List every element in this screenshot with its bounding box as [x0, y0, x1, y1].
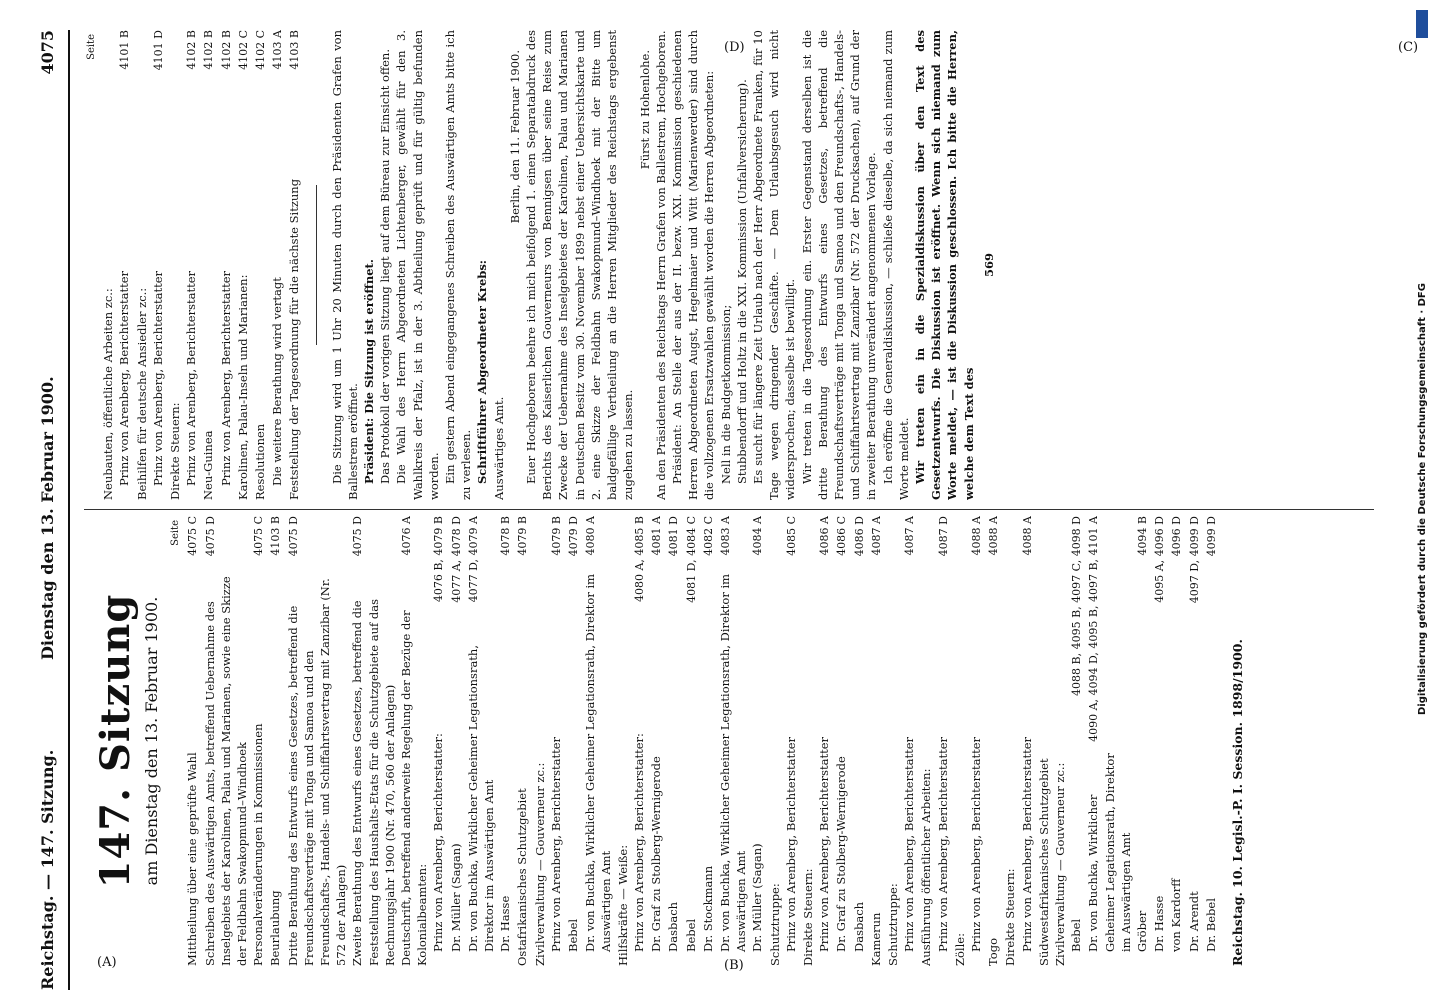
- toc-entry: [398, 516, 430, 966]
- toc-entry-text: Schutztruppe:: [885, 883, 900, 966]
- toc-entry-page-ref: 4081 A: [650, 516, 664, 556]
- session-title: 147. Sitzung: [92, 593, 139, 889]
- toc-entry-text: Bebel: [683, 918, 698, 952]
- header-center: Dienstag den 13. Februar 1900.: [38, 376, 57, 660]
- toc-entry: [1085, 516, 1134, 966]
- toc-entry: [816, 516, 833, 966]
- toc-entry-text: Ausführung öffentlicher Arbeiten:: [919, 768, 934, 966]
- toc-entry: [1151, 516, 1168, 966]
- separator-rule: [316, 185, 317, 345]
- toc-entry-text: Prinz von Arenberg, Berichterstatter: [548, 737, 563, 952]
- toc-entry: [700, 516, 717, 966]
- toc-entry-page-ref: 4082 C: [701, 516, 715, 556]
- paragraph-schreiben: Ein gestern Abend eingegangenes Schreiben des Auswärtigen Amts bitte ich zu verlesen.: [443, 30, 474, 500]
- toc-entry: [250, 516, 267, 966]
- toc-entry: [349, 516, 398, 966]
- toc-entry: [285, 516, 350, 966]
- margin-letter-c: (C): [1398, 40, 1419, 55]
- toc-entry-page-ref: 4094 B: [1135, 516, 1149, 556]
- toc-entry-page-ref: 4080 A, 4085 B: [632, 516, 646, 603]
- toc-entry-text: Schreiben des Auswärtigen Amts, betreffend Uebernahme des Inselgebiets der Karolinen, Palau und Marianen, sowie eine Skizze der Feldbahn Swakopmund–Windhoek: [202, 576, 250, 966]
- toc-entry: [1203, 516, 1220, 966]
- toc-entry-text: Karolinen, Palau-Inseln und Marianen:: [235, 274, 250, 500]
- toc-entry-page-ref: 4088 A: [969, 516, 983, 556]
- toc-entry: [514, 516, 531, 966]
- session-subtitle: am Dienstag den 13. Februar 1900.: [142, 596, 161, 886]
- toc-entry-page-ref: 4079 B: [516, 516, 530, 556]
- page-header: [32, 30, 70, 990]
- toc-entry-text: Prinz von Arenberg, Berichterstatter: [968, 737, 983, 952]
- toc-entry-text: Dr. von Buchka, Wirklicher Geheimer Legationsrath, Direktor im Auswärtigen Amt: [1086, 753, 1133, 952]
- paragraph-schriftfuehrer: Schriftführer Abgeordneter Krebs:: [475, 259, 490, 484]
- toc-entry-text: Die weitere Berathung wird vertagt: [270, 277, 285, 486]
- toc-entry: [116, 30, 133, 500]
- toc-entry-page-ref: 4080 A: [584, 516, 598, 556]
- toc-entry: [749, 516, 766, 966]
- toc-entry: [717, 516, 749, 966]
- toc-entry: [184, 516, 201, 966]
- toc-entry-text: Dr. Müller (Sagan): [448, 843, 463, 952]
- toc-entry: [1068, 516, 1085, 966]
- toc-entry-text: Dasbach: [851, 901, 866, 952]
- toc-entry-text: Prinz von Arenberg, Berichterstatter:: [631, 733, 646, 952]
- toc-entry: [269, 30, 286, 500]
- toc-entry-page-ref: 4075 D: [203, 516, 217, 557]
- toc-entry-text: Prinz von Arenberg, Berichterstatter: [184, 271, 199, 486]
- toc-entry-text: Zweite Berathung des Entwurfs eines Gesetzes, betreffend die Feststellung des Haushalts-Etats für die Schutzgebiete auf das Rechnungsjahr 1900 (Nr. 470, 560 der Anlagen): [350, 598, 397, 966]
- toc-entry: [267, 516, 284, 966]
- toc-right: [100, 30, 303, 500]
- paragraph-signature: Fürst zu Hohenlohe.: [637, 50, 652, 170]
- toc-entry-text: Zivilverwaltung — Gouverneur zc.:: [532, 762, 547, 966]
- toc-entry-text: Gröber: [1134, 910, 1149, 952]
- toc-entry-text: Kamerun: [868, 912, 883, 966]
- toc-entry-text: Direkte Steuern:: [800, 868, 815, 966]
- toc-entry-page-ref: 4079 D: [567, 516, 581, 557]
- toc-entry-page-ref: 4088 A: [1020, 516, 1034, 556]
- signature-number: 569: [981, 253, 996, 278]
- toc-entry: [532, 516, 548, 966]
- toc-entry-page-ref: 4075 C: [186, 516, 200, 556]
- toc-entry-text: Dritte Berathung des Entwurfs eines Gesetzes, betreffend die Freundschaftsverträge mit Tonga und Samoa und den Freundschafts-, Handels- und Schiffahrtsvertrag mit Zanzibar (Nr. 572 der Anlagen): [285, 578, 349, 966]
- toc-entry: [1019, 516, 1036, 966]
- toc-entry-page-ref: 4086 D: [852, 516, 866, 557]
- paragraph-urlaub: Es sucht für längere Zeit Urlaub nach der Herr Abgeordnete Franken, für 10 Tage wegen dringender Geschäfte. — Dem Urlaubsgesuch wird nicht widersprochen; dasselbe ist bewilligt.: [750, 30, 798, 500]
- toc-entry-page-ref: 4084 A: [751, 516, 765, 556]
- toc-entry-text: Dr. Graf zu Stolberg-Wernigerode: [834, 756, 849, 952]
- toc-entry: [665, 516, 682, 966]
- toc-entry: [100, 30, 116, 500]
- toc-entry-text: Schutztruppe:: [767, 883, 782, 966]
- toc-entry: [1134, 516, 1151, 966]
- paragraph-tagesordnung: Wir treten in die Tagesordnung ein. Erster Gegenstand derselben ist die dritte Berathung des Entwurfs eines Gesetzes, betreffend die Freundschaftsverträge mit Tonga und Samoa und den Freundschafts-, Handels- und Schiffahrtsvertrag mit Zanzibar (Nr. 572 der Drucksachen), auf Grund der in zweiter Berathung unverändert angenommenen Vorlage.: [799, 30, 879, 500]
- toc-entry: [935, 516, 952, 966]
- paragraph-xxi: Stubbendorff und Holtz in die XXI. Kommission (Unfallversicherung).: [734, 79, 749, 484]
- toc-entry-page-ref: 4087 D: [936, 516, 950, 557]
- left-column: [84, 516, 1384, 966]
- paragraph-protocol: Das Protokoll der vorigen Sitzung liegt auf dem Büreau zur Einsicht offen.: [378, 49, 393, 484]
- toc-entry-page-ref: 4087 A: [869, 516, 883, 556]
- toc-entry-text: Dr. Hasse: [1152, 895, 1167, 952]
- toc-entry-text: Direkte Steuern:: [1003, 868, 1018, 966]
- toc-entry-page-ref: 4083 A: [718, 516, 732, 556]
- paragraph-place-date: Berlin, den 11. Februar 1900.: [507, 50, 522, 224]
- toc-entry: [465, 516, 497, 966]
- toc-entry-text: Personalveränderungen in Kommissionen: [251, 723, 266, 966]
- header-left: Reichstag. — 147. Sitzung.: [38, 749, 57, 990]
- toc-entry: [252, 30, 269, 500]
- toc-entry-text: Prinz von Arenberg, Berichterstatter: [783, 737, 798, 952]
- toc-entry-text: Togo: [986, 938, 1001, 966]
- toc-entry: [968, 516, 985, 966]
- toc-entry-page-ref: 4088 A: [987, 516, 1001, 556]
- paragraph-amt: Auswärtiges Amt.: [491, 396, 506, 500]
- toc-entry-text: Neubauten, öffentliche Arbeiten zc.:: [101, 288, 116, 500]
- toc-entry-page-ref: 4081 D, 4084 C: [684, 516, 698, 603]
- toc-entry: [833, 516, 850, 966]
- toc-entry-text: Beihilfen für deutsche Ansiedler zc.:: [134, 287, 149, 500]
- toc-entry: [1186, 516, 1203, 966]
- right-column: [84, 30, 1384, 500]
- toc-entry: [1168, 516, 1185, 966]
- toc-entry-page-ref: 4086 A: [818, 516, 832, 556]
- toc-entry: [497, 516, 514, 966]
- toc-left: [184, 516, 1220, 966]
- header-page-number: 4075: [38, 30, 57, 75]
- toc-entry-text: Prinz von Arenberg, Berichterstatter: [218, 271, 233, 486]
- paragraph-wahl: Die Wahl des Herrn Abgeordneten Lichtenberger, gewählt für den 3. Wahlkreis der Pfalz, ist in der 3. Abtheilung geprüft und für gültig befunden worden.: [394, 30, 441, 500]
- footer-note: Reichstag. 10. Legisl.-P. I. Session. 1898/1900.: [1230, 639, 1245, 966]
- toc-entry: [1036, 516, 1052, 966]
- toc-entry-page-ref: 4088 B, 4095 B, 4097 C, 4098 D: [1070, 516, 1084, 696]
- toc-entry-text: Zölle:: [952, 933, 967, 966]
- seite-label: Seite: [170, 520, 182, 546]
- toc-entry-text: Dr. Müller (Sagan): [750, 843, 765, 952]
- toc-entry-text: Prinz von Arenberg, Berichterstatter: [902, 737, 917, 952]
- toc-entry-page-ref: 4102 C: [254, 30, 268, 70]
- toc-entry-page-ref: 4076 B, 4079 B: [432, 516, 446, 603]
- toc-entry-text: Dr. von Buchka, Wirklicher Geheimer Legationsrath, Direktor im Auswärtigen Amt: [465, 645, 497, 952]
- toc-entry-page-ref: 4103 A: [271, 30, 285, 70]
- toc-entry: [218, 30, 235, 500]
- toc-entry-page-ref: 4103 B: [269, 516, 283, 556]
- seite-label-right: Seite: [86, 34, 97, 60]
- toc-entry-page-ref: 4075 D: [286, 516, 300, 557]
- toc-entry: [767, 516, 783, 966]
- toc-entry: [1052, 516, 1068, 966]
- toc-entry: [183, 30, 200, 500]
- toc-entry-text: Prinz von Arenberg, Berichterstatter:: [431, 733, 446, 952]
- toc-entry-page-ref: 4075 D: [351, 516, 365, 557]
- toc-entry-page-ref: 4102 C: [236, 30, 250, 70]
- toc-entry-page-ref: 4101 B: [118, 30, 132, 70]
- toc-entry-page-ref: 4103 B: [288, 30, 302, 70]
- toc-entry-text: Mittheilung über eine geprüfte Wahl: [185, 752, 200, 966]
- toc-entry: [202, 516, 251, 966]
- toc-entry: [167, 30, 183, 500]
- toc-entry: [901, 516, 918, 966]
- toc-entry-text: Dr. von Buchka, Wirklicher Geheimer Legationsrath, Direktor im Auswärtigen Amt: [717, 573, 749, 952]
- toc-entry: [548, 516, 565, 966]
- toc-entry: [800, 516, 816, 966]
- toc-entry-text: Neu-Guinea: [201, 430, 216, 500]
- toc-entry-text: Dr. Graf zu Stolberg-Wernigerode: [649, 756, 664, 952]
- margin-letter-a: (A): [97, 955, 117, 970]
- toc-entry-text: Deutschrift, betreffend anderweite Regelung der Bezüge der Kolonialbeamten:: [399, 610, 430, 966]
- toc-entry: [985, 516, 1002, 966]
- column-divider: [84, 509, 1374, 510]
- toc-entry-text: Hilfskräfte — Weiße:: [615, 844, 630, 966]
- toc-entry: [582, 516, 614, 966]
- toc-entry-page-ref: 4077 A, 4078 D: [449, 516, 463, 603]
- toc-entry-page-ref: 4085 C: [784, 516, 798, 556]
- toc-entry-text: Bebel: [1069, 918, 1084, 952]
- toc-entry: [200, 30, 217, 500]
- toc-entry-page-ref: 4090 A, 4094 D, 4095 B, 4097 B, 4101 A: [1087, 516, 1101, 742]
- margin-letter-d: (D): [724, 40, 745, 55]
- toc-entry: [448, 516, 465, 966]
- toc-entry-page-ref: 4087 A: [903, 516, 917, 556]
- toc-entry-page-ref: 4078 B: [499, 516, 513, 556]
- paragraph-budget: Nell in die Budgetkommission;: [718, 304, 733, 484]
- toc-entry-text: Zivilverwaltung — Gouverneur zc.:: [1052, 762, 1067, 966]
- toc-entry-text: Dr. Bebel: [1203, 898, 1218, 952]
- toc-entry-page-ref: 4075 C: [252, 516, 266, 556]
- toc-entry: [430, 516, 447, 966]
- toc-entry: [615, 516, 631, 966]
- toc-entry-text: Resolutionen: [253, 423, 268, 500]
- toc-entry: [851, 516, 868, 966]
- toc-entry-text: Dr. Arendt: [1186, 891, 1201, 952]
- toc-entry: [683, 516, 700, 966]
- toc-entry: [631, 516, 648, 966]
- toc-entry-text: Prinz von Arenberg, Berichterstatter: [817, 737, 832, 952]
- toc-entry-page-ref: 4095 A, 4096 D: [1153, 516, 1167, 603]
- toc-entry: [952, 516, 968, 966]
- toc-entry-text: Beurlaubung: [268, 890, 283, 966]
- toc-entry-text: Prinz von Arenberg, Berichterstatter: [117, 271, 132, 486]
- paragraph-address: An den Präsidenten des Reichstags Herrn Grafen von Ballestrem, Hochgeboren.: [653, 30, 668, 500]
- margin-letter-b: (B): [724, 958, 744, 973]
- toc-entry-page-ref: 4081 D: [667, 516, 681, 557]
- paragraph-letter: Euer Hochgeboren beehre ich mich beifolgend 1. einen Separatabdruck des Berichts des Kaiserlichen Gouverneurs von Bennigsen über seine Reise zum Zwecke der Uebernahme des Inselgebietes der Karolinen, Palau und Marianen in Deutschen Besitz vom 30. November 1899 nebst einer Uebersichtskarte und 2. eine Skizze der Feldbahn Swakopmund–Windhoek mit der Bitte um baldgefällige Vertheilung an die Herren Mitglieder des Reichstags ergebenst zugehen zu lassen.: [524, 30, 636, 500]
- paragraph-president: Präsident: Die Sitzung ist eröffnet.: [362, 259, 377, 484]
- toc-entry-text: Ostafrikanisches Schutzgebiet: [515, 788, 530, 966]
- toc-entry-page-ref: 4086 C: [835, 516, 849, 556]
- toc-entry-text: Bebel: [566, 918, 581, 952]
- toc-entry: [885, 516, 901, 966]
- toc-entry-text: Feststellung der Tagesordnung für die nächste Sitzung: [287, 178, 302, 500]
- toc-entry-page-ref: 4102 B: [219, 30, 233, 70]
- toc-entry-text: Dr. Hasse: [498, 895, 513, 952]
- toc-entry-page-ref: 4102 B: [185, 30, 199, 70]
- toc-entry: [783, 516, 800, 966]
- paragraph-general: Ich eröffne die Generaldiskussion, — schließe dieselbe, da sich niemand zum Worte meldet.: [880, 30, 911, 500]
- toc-entry-page-ref: 4096 D: [1170, 516, 1184, 557]
- toc-entry-text: Dr. von Buchka, Wirklicher Geheimer Legationsrath, Direktor im Auswärtigen Amt: [583, 573, 614, 952]
- toc-entry: [868, 516, 885, 966]
- toc-entry-page-ref: 4102 B: [202, 30, 216, 70]
- paragraph-spezial: Wir treten ein in die Spezialdiskussion über den Text des Gesetzentwurfs. Die Diskussion ist eröffnet. Wenn sich niemand zum Worte meldet, — ist die Diskussion geschlossen. Ich bitte die Herren, welche dem Text des: [912, 30, 976, 500]
- paragraph-opening: Die Sitzung wird um 1 Uhr 20 Minuten durch den Präsidenten Grafen von Ballestrem eröffnet.: [329, 30, 360, 500]
- toc-entry-page-ref: 4099 D: [1204, 516, 1218, 557]
- toc-entry: [918, 516, 934, 966]
- toc-entry: [134, 30, 150, 500]
- toc-entry-text: Prinz von Arenberg, Berichterstatter: [1019, 737, 1034, 952]
- toc-entry-text: Dr. Stockmann: [700, 865, 715, 952]
- dfg-credit: Digitalisierung gefördert durch die Deutsche Forschungsgemeinschaft · DFG: [1417, 283, 1428, 715]
- toc-entry: [648, 516, 665, 966]
- toc-entry-text: Prinz von Arenberg, Berichterstatter: [150, 271, 165, 486]
- toc-entry: [1002, 516, 1018, 966]
- toc-entry-page-ref: 4077 D, 4079 A: [466, 516, 480, 603]
- toc-entry-page-ref: 4076 A: [400, 516, 414, 556]
- toc-entry: [286, 30, 303, 500]
- paragraph-kommission: Präsident: An Stelle der aus der II. bezw. XXI. Kommission geschiedenen Herren Abgeordneten Augst, Hegelmaier und Witt (Marienwerder) sind durch die vollzogenen Ersatzwahlen gewählt worden die Herren Abgeordneten:: [669, 30, 717, 500]
- toc-entry-text: Direkte Steuern:: [168, 402, 183, 500]
- rotated-page: [32, 30, 1406, 990]
- toc-entry-page-ref: 4101 D: [151, 30, 165, 71]
- dfg-sidebar: [1414, 4, 1432, 996]
- toc-entry-text: Dasbach: [666, 901, 681, 952]
- toc-entry-page-ref: 4079 B: [549, 516, 563, 556]
- toc-entry-page-ref: 4097 D, 4099 D: [1187, 516, 1201, 604]
- toc-entry: [565, 516, 582, 966]
- toc-entry: [150, 30, 167, 500]
- toc-entry-text: Prinz von Arenberg, Berichterstatter: [935, 737, 950, 952]
- toc-entry-text: Südwestafrikanisches Schutzgebiet: [1036, 758, 1051, 966]
- toc-entry-text: von Kardorff: [1169, 878, 1184, 952]
- toc-entry: [235, 30, 252, 500]
